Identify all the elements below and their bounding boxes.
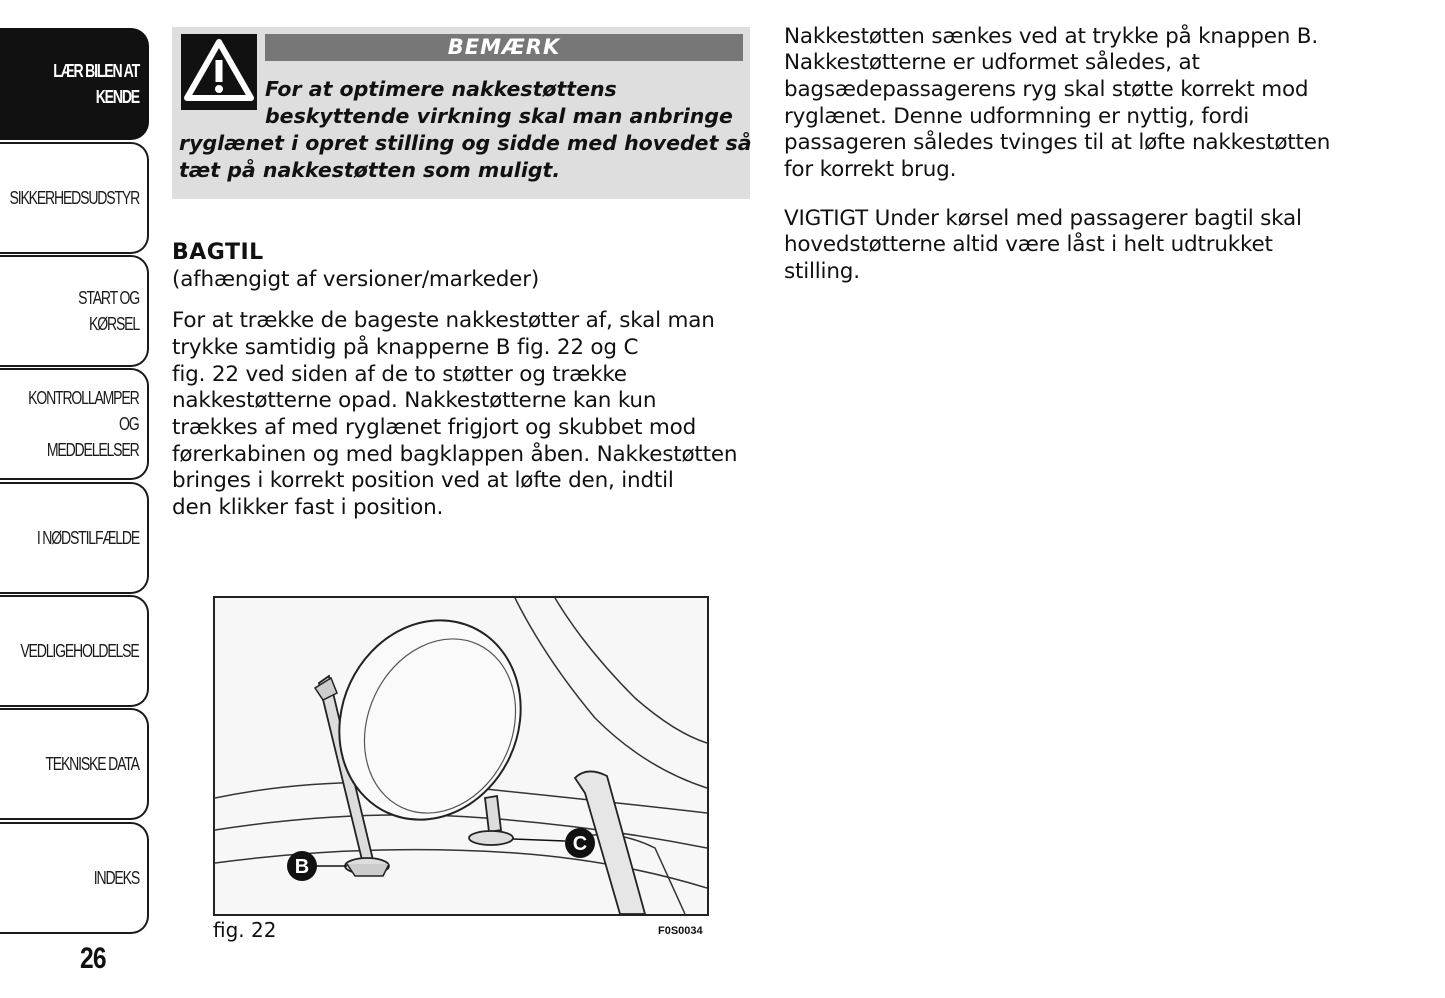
warning-icon	[181, 34, 257, 110]
sidebar-tab-vedligeholdelse[interactable]: VEDLIGEHOLDELSE	[0, 595, 149, 707]
paragraph-line: fig. 22 ved siden af de to støtter og trække	[172, 362, 627, 387]
paragraph-line: For at trække de bageste nakkestøtter af, skal man	[172, 308, 715, 333]
paragraph-line: nakkestøtterne opad. Nakkestøtterne kan kun	[172, 388, 657, 413]
figure-headrest-illustration	[213, 596, 709, 916]
note-title: BEMÆRK	[265, 34, 743, 61]
right-paragraph-line: Nakkestøtten sænkes ved at trykke på knappen B.	[784, 24, 1318, 49]
right-paragraph-line: Nakkestøtterne er udformet således, at	[784, 50, 1200, 75]
right-paragraph-line: passageren således tvinges til at løfte nakkestøtten	[784, 130, 1331, 155]
sidebar-tab-kontrollamper[interactable]: KONTROLLAMPER OG MEDDELELSER	[0, 368, 149, 480]
paragraph-line: trækkes af med ryglænet frigjort og skubbet mod	[172, 415, 697, 440]
note-line-2: beskyttende virkning skal man anbringe	[265, 104, 733, 128]
sidebar-tab-sikkerhedsudstyr[interactable]: SIKKERHEDSUDSTYR	[0, 142, 149, 254]
sidebar-tab-tekniske-data[interactable]: TEKNISKE DATA	[0, 708, 149, 820]
paragraph-line: førerkabinen og med bagklappen åben. Nakkestøtten	[172, 442, 738, 467]
important-line: stilling.	[784, 259, 860, 284]
right-paragraph-line: for korrekt brug.	[784, 157, 957, 182]
figure-label-b: B	[294, 856, 310, 878]
sidebar-tab-laer-bilen-at-kende[interactable]: LÆR BILEN AT KENDE	[0, 28, 149, 140]
paragraph-line: den klikker fast i position.	[172, 495, 444, 520]
section-subheading: (afhængigt af versioner/markeder)	[172, 267, 540, 292]
figure-code: F0S0034	[658, 925, 703, 937]
sidebar-tab-indeks[interactable]: INDEKS	[0, 822, 149, 934]
important-line: VIGTIGT Under kørsel med passagerer bagtil skal	[784, 206, 1302, 231]
note-line-4: tæt på nakkestøtten som muligt.	[179, 158, 561, 182]
figure-caption: fig. 22	[213, 918, 277, 942]
note-line-3: ryglænet i opret stilling og sidde med hovedet så	[179, 131, 752, 155]
paragraph-line: bringes i korrekt position ved at løfte den, indtil	[172, 468, 674, 493]
sidebar-tab-i-nodstilfaelde[interactable]: I NØDSTILFÆLDE	[0, 482, 149, 594]
important-line: hovedstøtterne altid være låst i helt udtrukket	[784, 232, 1273, 257]
right-paragraph-line: ryglænet. Denne udformning er nyttig, fordi	[784, 104, 1250, 129]
section-heading: BAGTIL	[172, 240, 264, 265]
page-number: 26	[80, 942, 106, 975]
paragraph-line: trykke samtidig på knapperne B fig. 22 og C	[172, 335, 639, 360]
sidebar-tab-start-og-korsel[interactable]: START OG KØRSEL	[0, 255, 149, 367]
note-line-1: For at optimere nakkestøttens	[265, 77, 617, 101]
figure-label-c: C	[572, 833, 588, 855]
right-paragraph-line: bagsædepassagerens ryg skal støtte korrekt mod	[784, 77, 1309, 102]
